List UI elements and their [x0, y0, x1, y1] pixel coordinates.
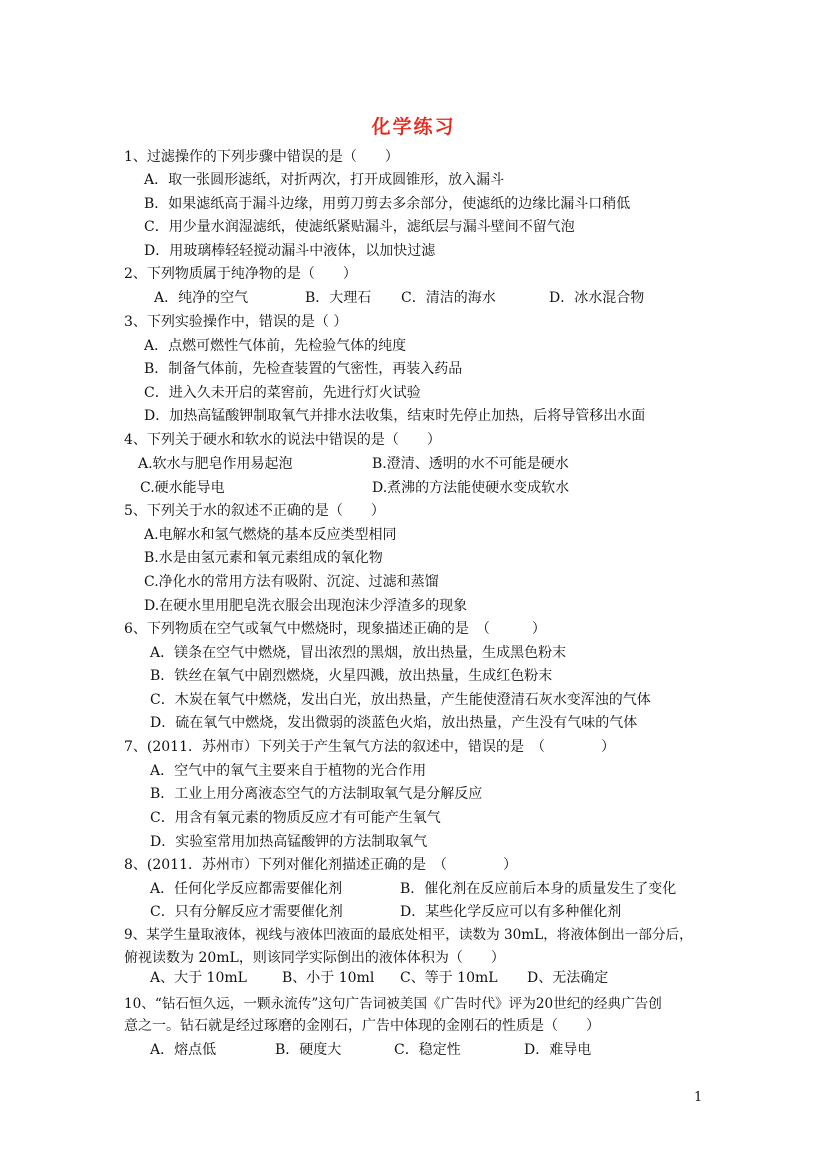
question-2-option-b: B．大理石 — [305, 290, 372, 306]
question-9-option-a: A、大于 10mL — [150, 970, 247, 986]
question-8-stem: 8、(2011．苏州市）下列对催化剂描述正确的是 （ ） — [124, 857, 517, 873]
question-2-option-d: D．冰水混合物 — [549, 290, 645, 306]
question-6-option-b: B．铁丝在氧气中剧烈燃烧，火星四溅，放出热量，生成红色粉末 — [150, 668, 553, 684]
question-7-option-c: C．用含有氧元素的物质反应才有可能产生氧气 — [150, 810, 441, 826]
question-8-option-c: C．只有分解反应才需要催化剂 — [150, 904, 343, 920]
question-5-option-a: A.电解水和氢气燃烧的基本反应类型相同 — [144, 527, 397, 543]
question-8-option-b: B．催化剂在反应前后本身的质量发生了变化 — [400, 881, 677, 897]
question-10-option-c: C．稳定性 — [394, 1042, 461, 1058]
question-6-option-d: D．硫在氧气中燃烧，发出微弱的淡蓝色火焰，放出热量，产生没有气味的气体 — [150, 715, 638, 731]
question-4-stem: 4、下列关于硬水和软水的说法中错误的是（ ） — [124, 432, 441, 448]
question-2-stem: 2、下列物质属于纯净物的是（ ） — [124, 266, 357, 282]
question-3-option-a: A．点燃可燃性气体前，先检验气体的纯度 — [144, 338, 407, 354]
question-3-option-d: D．加热高锰酸钾制取氧气并排水法收集，结束时先停止加热，后将导管移出水面 — [144, 408, 646, 424]
question-1-stem: 1、过滤操作的下列步骤中错误的是（ ） — [124, 149, 399, 165]
question-5-option-d: D.在硬水里用肥皂洗衣服会出现泡沫少浮渣多的现象 — [144, 598, 468, 614]
question-10-option-a: A．熔点低 — [150, 1042, 217, 1058]
question-9-option-b: B、小于 10ml — [282, 970, 375, 986]
question-8-option-a: A．任何化学反应都需要催化剂 — [150, 881, 343, 897]
question-6-option-c: C．木炭在氧气中燃烧，发出白光，放出热量，产生能使澄清石灰水变浑浊的气体 — [150, 692, 651, 708]
question-5-option-c: C.净化水的常用方法有吸附、沉淀、过滤和蒸馏 — [144, 574, 439, 590]
question-10-stem-line-1: 10、“钻石恒久远，一颗永流传”这句广告词被美国《广告时代》评为20世纪的经典广告创 — [124, 996, 662, 1012]
question-7-option-d: D．实验室常用加热高锰酸钾的方法制取氧气 — [150, 834, 428, 850]
question-1-option-a: A．取一张圆形滤纸，对折两次，打开成圆锥形，放入漏斗 — [144, 172, 505, 188]
question-1-option-d: D．用玻璃棒轻轻搅动漏斗中液体，以加快过滤 — [144, 243, 436, 259]
question-8-option-d: D．某些化学反应可以有多种催化剂 — [400, 904, 622, 920]
question-7-option-b: B．工业上用分离液态空气的方法制取氧气是分解反应 — [150, 786, 483, 802]
question-6-stem: 6、下列物质在空气或氧气中燃烧时，现象描述正确的是 （ ） — [124, 621, 546, 637]
question-4-option-d: D.煮沸的方法能使硬水变成软水 — [372, 480, 570, 496]
question-9-option-d: D、无法确定 — [527, 970, 609, 986]
question-1-option-c: C．用少量水润湿滤纸，使滤纸紧贴漏斗，滤纸层与漏斗壁间不留气泡 — [144, 219, 575, 235]
question-4-option-a: A.软水与肥皂作用易起泡 — [138, 456, 293, 472]
question-6-option-a: A．镁条在空气中燃烧，冒出浓烈的黑烟，放出热量，生成黑色粉末 — [150, 645, 567, 661]
question-10-option-b: B．硬度大 — [275, 1042, 342, 1058]
question-2-option-c: C．清洁的海水 — [401, 290, 496, 306]
page-number: 1 — [694, 1090, 703, 1105]
question-1-option-b: B．如果滤纸高于漏斗边缘，用剪刀剪去多余部分，使滤纸的边缘比漏斗口稍低 — [144, 196, 631, 212]
question-2-option-a: A．纯净的空气 — [154, 290, 249, 306]
question-10-option-d: D．难导电 — [524, 1042, 592, 1058]
question-9-stem-line-1: 9、某学生量取液体，视线与液体凹液面的最底处相平，读数为 30mL，将液体倒出一部分后， — [124, 927, 693, 943]
question-10-stem-line-2: 意之一。钻石就是经过琢磨的金刚石，广告中体现的金刚石的性质是（ ） — [124, 1018, 600, 1034]
question-5-stem: 5、下列关于水的叙述不正确的是（ ） — [124, 503, 385, 519]
question-5-option-b: B.水是由氢元素和氧元素组成的氧化物 — [144, 550, 383, 566]
question-4-option-c: C.硬水能导电 — [140, 480, 225, 496]
question-3-stem: 3、下列实验操作中，错误的是（ ） — [124, 314, 348, 330]
question-7-stem: 7、(2011．苏州市）下列关于产生氧气方法的叙述中，错误的是 （ ） — [124, 739, 615, 755]
page-title: 化学练习 — [371, 116, 456, 138]
question-9-stem-line-2: 俯视读数为 20mL，则该同学实际倒出的液体体积为（ ） — [124, 950, 505, 966]
question-7-option-a: A．空气中的氧气主要来自于植物的光合作用 — [150, 763, 427, 779]
question-4-option-b: B.澄清、透明的水不可能是硬水 — [372, 456, 569, 472]
question-3-option-b: B．制备气体前，先检查装置的气密性，再装入药品 — [144, 361, 463, 377]
question-9-option-c: C、等于 10mL — [400, 970, 498, 986]
question-3-option-c: C．进入久未开启的菜窖前，先进行灯火试验 — [144, 385, 421, 401]
